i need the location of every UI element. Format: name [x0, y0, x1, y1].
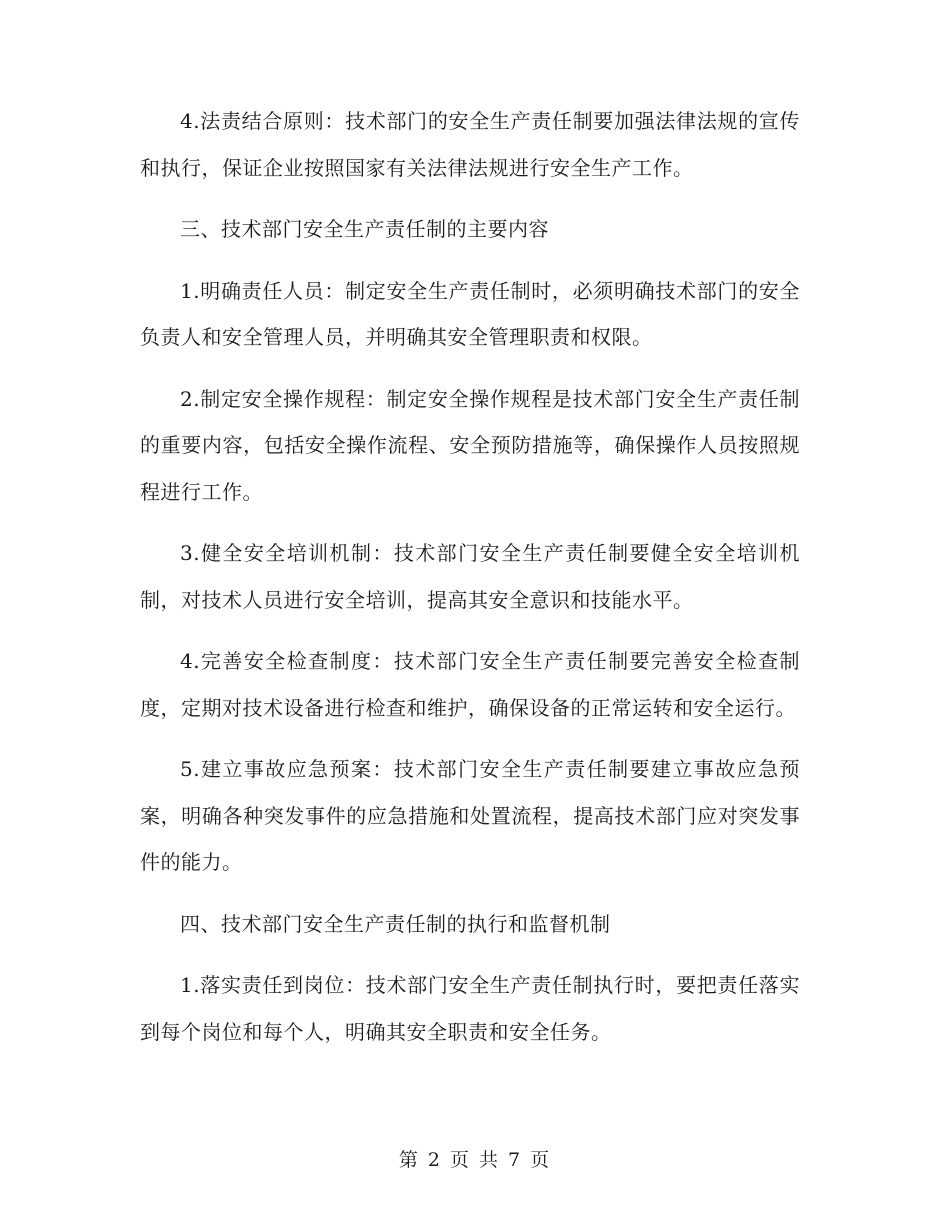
document-page — [140, 98, 800, 1070]
section-heading-3: 三、技术部门安全生产责任制的主要内容 — [180, 217, 549, 241]
section-heading-4: 四、技术部门安全生产责任制的执行和监督机制 — [180, 911, 611, 936]
paragraph-content-1: 1.明确责任人员：制定安全生产责任制时，必须明确技术部门的安全负责人和安全管理人员，并明确其安全管理职责和权限。 — [140, 278, 800, 349]
paragraph-content-3: 3.健全安全培训机制：技术部门安全生产责任制要健全安全培训机制，对技术人员进行安全培训，提高其安全意识和技能水平。 — [140, 541, 800, 612]
paragraph-content-4: 4.完善安全检查制度：技术部门安全生产责任制要完善安全检查制度，定期对技术设备进行检查和维护，确保设备的正常运转和安全运行。 — [140, 649, 800, 720]
page-number-footer: 第 2 页 共 7 页 — [398, 1149, 552, 1171]
paragraph-execution-1: 1.落实责任到岗位：技术部门安全生产责任制执行时，要把责任落实到每个岗位和每个人，明确其安全职责和安全任务。 — [140, 973, 800, 1044]
paragraph-content-5: 5.建立事故应急预案：技术部门安全生产责任制要建立事故应急预案，明确各种突发事件的应急措施和处置流程，提高技术部门应对突发事件的能力。 — [140, 757, 800, 874]
paragraph-principle-4: 4.法责结合原则：技术部门的安全生产责任制要加强法律法规的宣传和执行，保证企业按照国家有关法律法规进行安全生产工作。 — [140, 109, 800, 180]
paragraph-content-2: 2.制定安全操作规程：制定安全操作规程是技术部门安全生产责任制的重要内容，包括安全操作流程、安全预防措施等，确保操作人员按照规程进行工作。 — [140, 386, 800, 504]
